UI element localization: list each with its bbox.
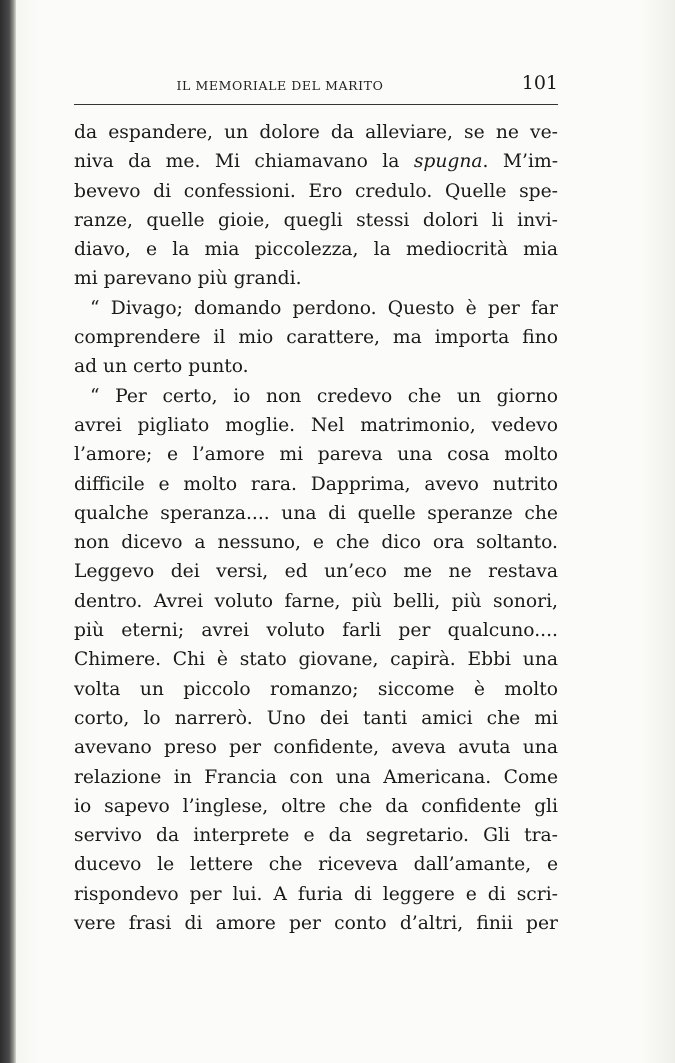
running-header [74, 66, 558, 102]
text-line: ranze, quelle gioie, quegli stessi dolori li invi- [74, 209, 558, 231]
text-line: dentro. Avrei voluto farne, più belli, più sonori, [74, 590, 558, 612]
text-line: avrei pigliato moglie. Nel matrimonio, vedevo [74, 414, 558, 436]
text-segment: niva da me. Mi chiamavano la [74, 151, 414, 173]
text-line: vere frasi di amore per conto d’altri, finii per [74, 913, 558, 935]
header-rule [74, 104, 558, 105]
text-line: ducevo le lettere che riceveva dall’amante, e [74, 854, 558, 876]
page-number: 101 [521, 72, 558, 94]
text-line: diavo, e la mia piccolezza, la mediocrità mia [74, 239, 558, 261]
page-gutter-shadow [0, 0, 16, 1063]
text-line: più eterni; avrei voluto farli per qualcuno.... [74, 620, 558, 642]
text-line: volta un piccolo romanzo; siccome è molto [74, 678, 558, 700]
text-line: avevano preso per confidente, aveva avuta una [74, 737, 558, 759]
text-line: relazione in Francia con una Americana. Come [74, 766, 558, 788]
text-line: ad un certo punto. [74, 356, 249, 378]
text-line: Leggevo dei versi, ed un’eco me ne restava [74, 561, 558, 583]
running-title: IL MEMORIALE DEL MARITO [176, 78, 384, 93]
italic-word: spugna [413, 151, 483, 173]
text-segment: . M’im- [482, 151, 558, 173]
text-line: mi parevano più grandi. [74, 268, 302, 290]
text-line: “ Divago; domando perdono. Questo è per far [90, 297, 558, 319]
text-line: qualche speranza.... una di quelle speranze che [74, 502, 558, 524]
text-line: io sapevo l’inglese, oltre che da confidente gli [74, 795, 558, 817]
text-line: comprendere il mio carattere, ma importa fino [74, 327, 558, 349]
body-text [74, 118, 558, 938]
text-line: non dicevo a nessuno, e che dico ora soltanto. [74, 532, 558, 554]
text-line: Chimere. Chi è stato giovane, capirà. Ebbi una [74, 649, 558, 671]
text-line: bevevo di confessioni. Ero credulo. Quelle spe- [74, 180, 558, 202]
text-line: l’amore; e l’amore mi pareva una cosa molto [74, 444, 558, 466]
text-line: rispondevo per lui. A furia di leggere e di scri- [74, 883, 558, 905]
text-line: “ Per certo, io non credevo che un giorno [90, 385, 558, 407]
text-line: corto, lo narrerò. Uno dei tanti amici che mi [74, 707, 558, 729]
text-line: da espandere, un dolore da alleviare, se ne ve- [74, 122, 558, 143]
text-line: difficile e molto rara. Dapprima, avevo nutrito [74, 473, 558, 495]
text-line: servivo da interprete e da segretario. Gli tra- [74, 825, 558, 847]
text-line [74, 147, 558, 176]
